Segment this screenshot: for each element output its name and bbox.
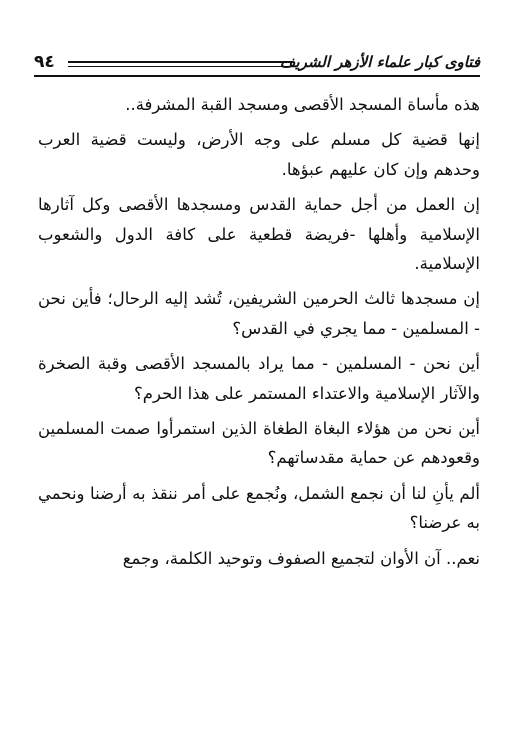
paragraph: إنها قضية كل مسلم على وجه الأرض، وليست قضية العرب وحدهم وإن كان عليهم عبؤها. <box>38 130 480 179</box>
header-rule <box>68 61 292 67</box>
paragraph: أين نحن - المسلمين - مما يراد بالمسجد الأقصى وقبة الصخرة والآثار الإسلامية والاعتداء المستمر على هذا الحرم؟ <box>38 354 480 403</box>
header-underline <box>34 75 480 77</box>
paragraph: إن العمل من أجل حماية القدس ومسجدها الأقصى وكل آثارها الإسلامية وأهلها -فريضة قطعية على كافة الدول والشعوب الإسلامية. <box>38 195 480 274</box>
paragraph: نعم.. آن الأوان لتجميع الصفوف وتوحيد الكلمة، وجمع <box>122 548 480 568</box>
paragraph: ألم يأنِ لنا أن نجمع الشمل، ونُجمع على أمر ننقذ به أرضنا ونحمي به عرضنا؟ <box>38 483 480 533</box>
paragraph: هذه مأساة المسجد الأقصى ومسجد القبة المشرفة.. <box>125 95 480 114</box>
paragraph: أين نحن من هؤلاء البغاة الطغاة الذين استمرأوا صمت المسلمين وقعودهم عن حماية مقدساتهم؟ <box>38 419 480 468</box>
page-number: ٩٤ <box>34 52 55 72</box>
running-header-title: فتاوى كبار علماء الأزهر الشريف <box>279 53 480 71</box>
paragraph: إن مسجدها ثالث الحرمين الشريفين، تُشد إليه الرحال؛ فأين نحن - المسلمين - مما يجري في القدس؟ <box>38 289 480 338</box>
running-header <box>34 52 480 80</box>
body-text <box>38 90 480 579</box>
